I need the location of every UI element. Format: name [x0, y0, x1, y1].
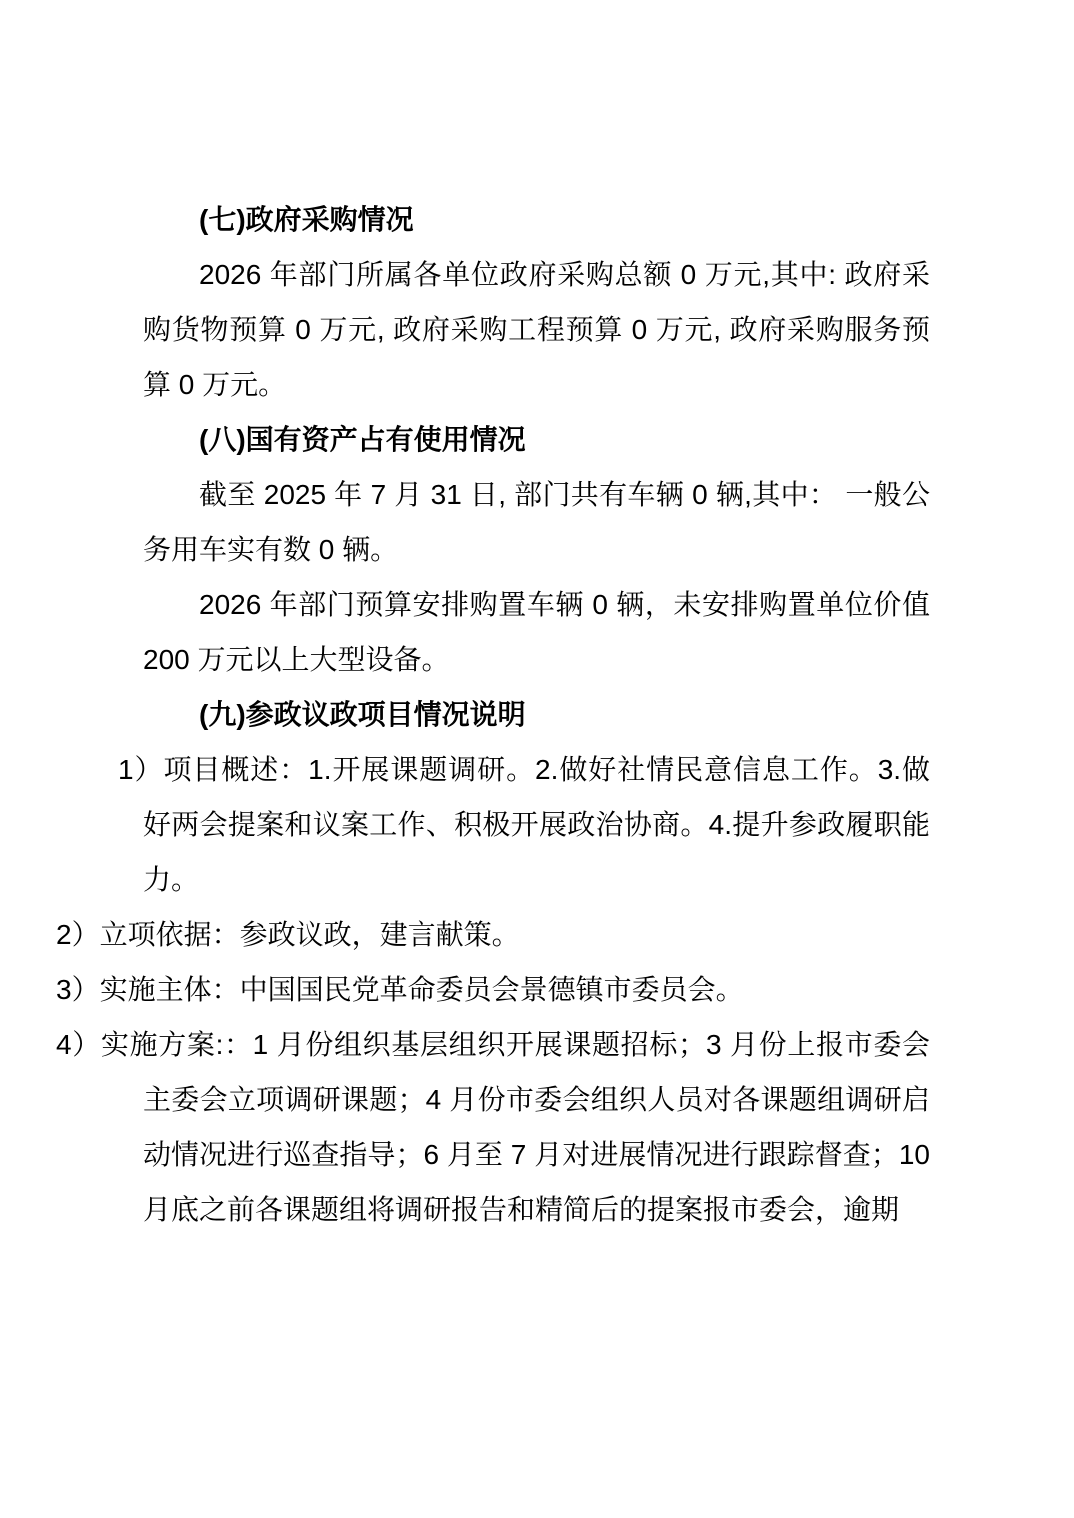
- list-marker: 4）: [56, 1029, 101, 1060]
- heading-section-8-state-assets: (八)国有资产占有使用情况: [199, 424, 526, 455]
- list-item-text: 实施主体：中国国民党革命委员会景德镇市委员会。: [99, 974, 744, 1005]
- heading-section-9-project-description: (九)参政议政项目情况说明: [199, 699, 526, 730]
- list-marker: 2）: [56, 919, 100, 950]
- list-item-text: 项目概述：1.开展课题调研。2.做好社情民意信息工作。3.做好两会提案和议案工作、积极开展政治协商。4.提升参政履职能力。: [143, 754, 931, 895]
- paragraph-vehicle-purchase-budget: 2026 年部门预算安排购置车辆 0 辆，未安排购置单位价值 200 万元以上大型设备。: [143, 589, 930, 675]
- paragraph-procurement-totals: 2026 年部门所属各单位政府采购总额 0 万元,其中: 政府采购货物预算 0 万元, 政府采购工程预算 0 万元, 政府采购服务预算 0 万元。: [143, 259, 930, 400]
- paragraph-vehicles-owned: 截至 2025 年 7 月 31 日, 部门共有车辆 0 辆,其中： 一般公务用车实有数 0 辆。: [143, 479, 930, 565]
- list-item-implementation-plan: [56, 1017, 930, 1237]
- list-item-project-basis: [56, 907, 930, 962]
- list-item-project-overview: [118, 742, 931, 907]
- list-marker: 3）: [56, 974, 100, 1005]
- list-marker: 1）: [118, 754, 164, 785]
- list-item-implementing-body: [56, 962, 930, 1017]
- list-item-text: 立项依据：参政议政，建言献策。: [99, 919, 520, 950]
- list-item-text: 实施方案:：1 月份组织基层组织开展课题招标；3 月份上报市委会主委会立项调研课题；4 月份市委会组织人员对各课题组调研启动情况进行巡查指导；6 月至 7 月对进展情况进行跟踪督查；10 月底之前各课题组将调研报告和精简后的提案报市委会，逾期: [100, 1029, 930, 1225]
- heading-section-7-government-procurement: (七)政府采购情况: [199, 204, 414, 235]
